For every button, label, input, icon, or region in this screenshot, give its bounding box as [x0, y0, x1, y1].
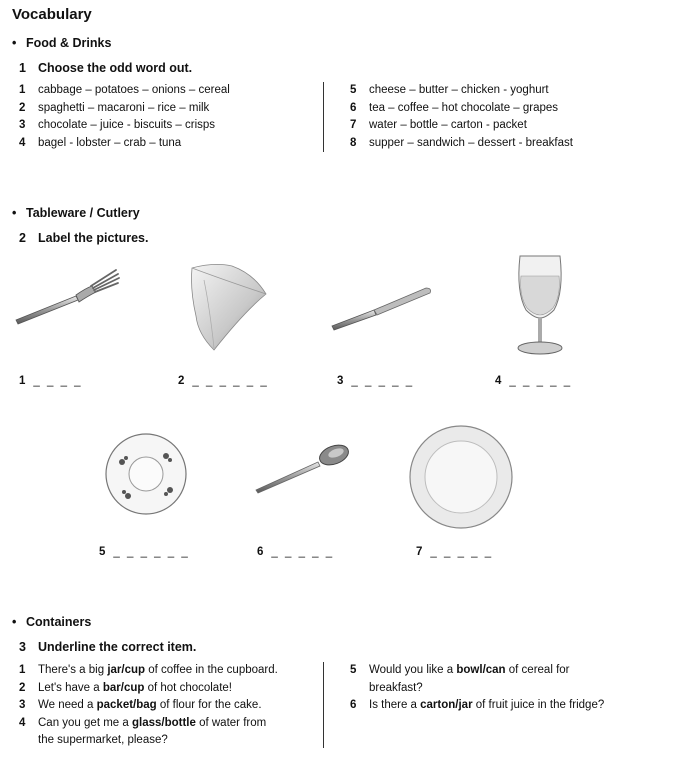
list-item: 2 spaghetti – macaroni – rice – milk	[19, 101, 210, 114]
saucer-image	[104, 432, 188, 516]
exercise-title: Label the pictures.	[38, 231, 149, 245]
label-2: 2 _ _ _ _ _ _	[178, 375, 269, 387]
answer-blank[interactable]: _ _ _ _ _	[351, 375, 415, 387]
answer-blank[interactable]: _ _ _ _ _	[509, 375, 573, 387]
choice-options[interactable]: packet/bag	[96, 699, 157, 711]
list-item: 1 There's a big jar/cup of coffee in the cupboard.	[19, 664, 278, 676]
choice-options[interactable]: jar/cup	[107, 664, 146, 676]
choice-options[interactable]: glass/bottle	[131, 716, 196, 729]
label-5: 5 _ _ _ _ _ _	[99, 546, 190, 558]
bullet-icon: •	[12, 615, 17, 629]
list-item: 6 Is there a carton/jar of fruit juice in the fridge?	[350, 699, 605, 711]
exercise-number: 1	[19, 61, 26, 75]
bullet-icon: •	[12, 36, 17, 50]
label-4: 4 _ _ _ _ _	[495, 375, 573, 387]
section-heading-text: Containers	[26, 615, 92, 629]
column-divider	[323, 662, 324, 748]
list-item: 5 Would you like a bowl/can of cereal for	[350, 664, 570, 676]
label-1: 1 _ _ _ _	[19, 375, 83, 387]
list-item: 2 Let's have a bar/cup of hot chocolate!	[19, 681, 232, 694]
fork-image	[14, 262, 124, 332]
list-item: 8 supper – sandwich – dessert - breakfast	[350, 136, 573, 149]
answer-blank[interactable]: _ _ _ _ _ _	[192, 375, 269, 387]
exercise-1-heading	[19, 61, 192, 75]
section-heading-text: Food & Drinks	[26, 36, 112, 50]
answer-blank[interactable]: _ _ _ _ _	[430, 546, 494, 558]
list-item-continuation: breakfast?	[369, 681, 423, 694]
list-item: 1 cabbage – potatoes – onions – cereal	[19, 84, 230, 96]
containers-right-column	[350, 662, 650, 715]
answer-blank[interactable]: _ _ _ _	[33, 375, 83, 387]
spoon-image	[254, 442, 352, 494]
exercise-title: Underline the correct item.	[38, 640, 197, 654]
food-left-column	[19, 82, 230, 152]
list-item: 5 cheese – butter – chicken - yoghurt	[350, 84, 549, 96]
bullet-icon: •	[12, 206, 17, 220]
exercise-number: 2	[19, 231, 26, 245]
label-3: 3 _ _ _ _ _	[337, 375, 415, 387]
exercise-3-heading	[19, 640, 196, 654]
exercise-2-heading	[19, 231, 148, 245]
list-item-continuation: the supermarket, please?	[38, 734, 168, 746]
napkin-image	[184, 260, 270, 354]
food-right-column	[350, 82, 573, 152]
list-item: 3 chocolate – juice - biscuits – crisps	[19, 119, 216, 131]
answer-blank[interactable]: _ _ _ _ _ _	[113, 546, 190, 558]
choice-options[interactable]: bowl/can	[456, 664, 506, 676]
exercise-title: Choose the odd word out.	[38, 61, 193, 75]
section-heading-food	[12, 36, 111, 50]
choice-options[interactable]: carton/jar	[420, 699, 473, 711]
list-item: 4 Can you get me a glass/bottle of water from	[19, 716, 267, 729]
answer-blank[interactable]: _ _ _ _ _	[271, 546, 335, 558]
label-7: 7 _ _ _ _ _	[416, 546, 494, 558]
containers-left-column	[19, 662, 314, 750]
list-item: 3 We need a packet/bag of flour for the cake.	[19, 699, 262, 711]
list-item: 6 tea – coffee – hot chocolate – grapes	[350, 101, 559, 114]
section-heading-tableware	[12, 206, 140, 220]
column-divider	[323, 82, 324, 152]
knife-image	[330, 284, 434, 332]
choice-options[interactable]: bar/cup	[102, 681, 145, 694]
section-heading-text: Tableware / Cutlery	[26, 206, 140, 220]
page-title: Vocabulary	[12, 6, 92, 23]
label-6: 6 _ _ _ _ _	[257, 546, 335, 558]
section-heading-containers	[12, 615, 91, 629]
exercise-number: 3	[19, 640, 26, 654]
wine-glass-image	[512, 252, 568, 360]
list-item: 7 water – bottle – carton - packet	[350, 119, 527, 131]
plate-image	[408, 424, 514, 530]
list-item: 4 bagel - lobster – crab – tuna	[19, 136, 182, 149]
